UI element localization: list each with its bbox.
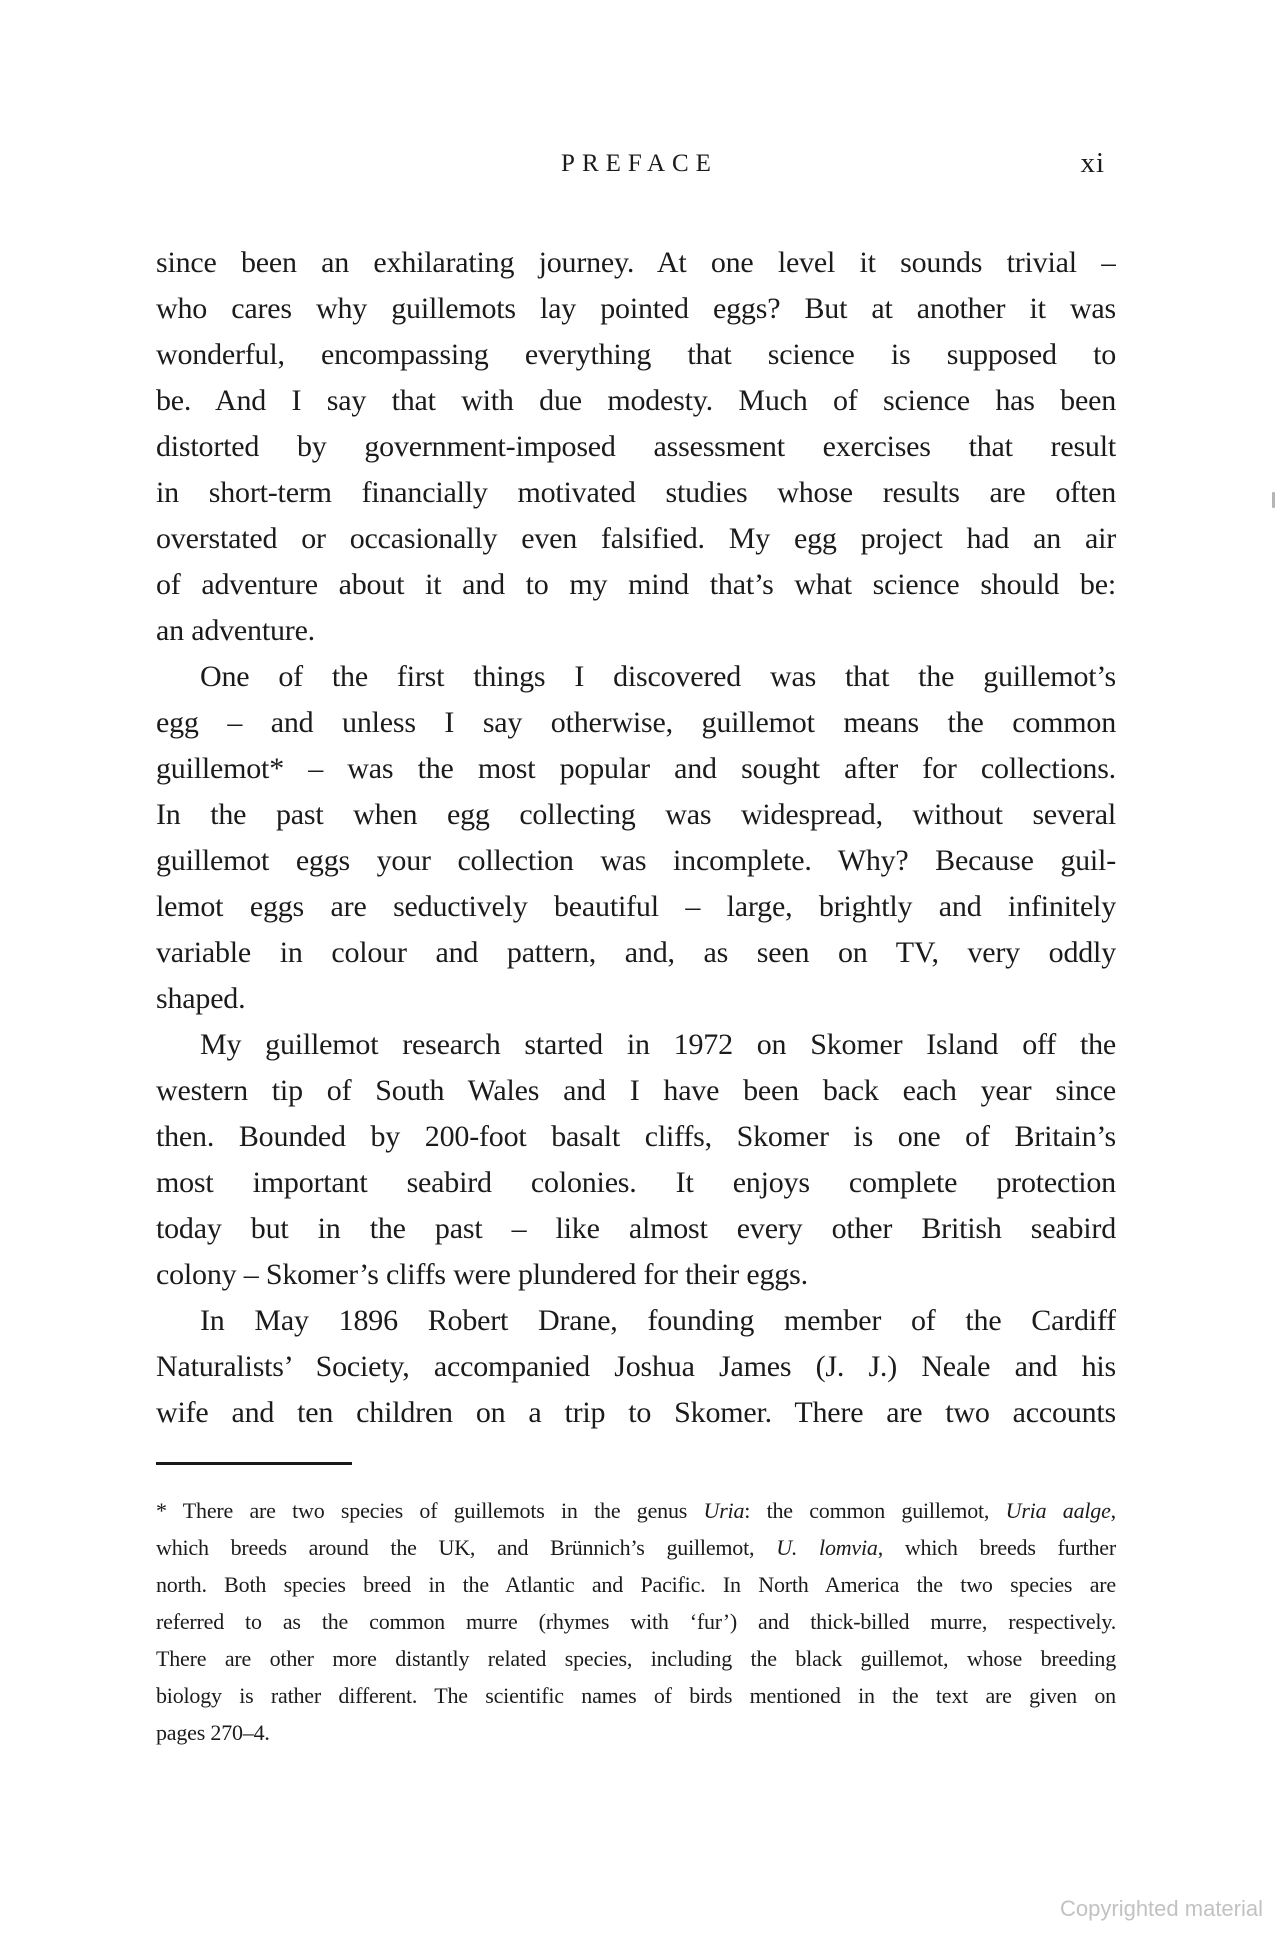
- text-line: distorted by government-imposed assessment exercises that result: [156, 430, 1116, 463]
- body-text: [156, 240, 1116, 1436]
- footnote-line: * There are two species of guillemots in the genus Uria: the common guillemot, Uria aalge,: [156, 1498, 1116, 1523]
- text-line: overstated or occasionally even falsified. My egg project had an air: [156, 522, 1116, 555]
- footnote: [156, 1492, 1116, 1751]
- text-line: an adventure.: [156, 614, 315, 647]
- page-title: PREFACE: [561, 150, 718, 177]
- text-line: guillemot* – was the most popular and sought after for collections.: [156, 752, 1116, 785]
- running-head: [156, 147, 1116, 180]
- text-line: be. And I say that with due modesty. Much of science has been: [156, 384, 1116, 417]
- footnote-line: referred to as the common murre (rhymes with ‘fur’) and thick-billed murre, respectively.: [156, 1609, 1116, 1634]
- paragraph: [156, 1022, 1116, 1298]
- text-line: of adventure about it and to my mind that’s what science should be:: [156, 568, 1116, 601]
- text-line: western tip of South Wales and I have been back each year since: [156, 1074, 1116, 1107]
- scan-edge-artifact: [1272, 492, 1275, 508]
- footnote-line: which breeds around the UK, and Brünnich’s guillemot, U. lomvia, which breeds further: [156, 1535, 1116, 1560]
- text-line: wonderful, encompassing everything that science is supposed to: [156, 338, 1116, 371]
- text-line: Naturalists’ Society, accompanied Joshua James (J. J.) Neale and his: [156, 1350, 1116, 1383]
- paragraph: [156, 654, 1116, 1022]
- footnote-line: There are other more distantly related species, including the black guillemot, whose breeding: [156, 1646, 1116, 1671]
- text-line: since been an exhilarating journey. At one level it sounds trivial –: [156, 246, 1116, 279]
- text-line: egg – and unless I say otherwise, guillemot means the common: [156, 706, 1116, 739]
- text-line: wife and ten children on a trip to Skomer. There are two accounts: [156, 1396, 1116, 1429]
- footnote-rule: [156, 1462, 352, 1465]
- text-line: shaped.: [156, 982, 246, 1015]
- text-line: guillemot eggs your collection was incomplete. Why? Because guil-: [156, 844, 1116, 877]
- text-line: in short-term financially motivated studies whose results are often: [156, 476, 1116, 509]
- text-line: most important seabird colonies. It enjoys complete protection: [156, 1166, 1116, 1199]
- page-number: xi: [1080, 147, 1105, 179]
- paragraph: [156, 240, 1116, 654]
- text-column: [156, 147, 1116, 1751]
- text-line: variable in colour and pattern, and, as seen on TV, very oddly: [156, 936, 1116, 969]
- paragraph: [156, 1298, 1116, 1436]
- text-line: today but in the past – like almost every other British seabird: [156, 1212, 1116, 1245]
- text-line: My guillemot research started in 1972 on Skomer Island off the: [200, 1028, 1116, 1061]
- footnote-line: north. Both species breed in the Atlantic and Pacific. In North America the two species are: [156, 1572, 1116, 1597]
- footnote-line: biology is rather different. The scientific names of birds mentioned in the text are given on: [156, 1683, 1116, 1708]
- copyright-watermark: Copyrighted material: [1060, 1896, 1263, 1921]
- text-line: who cares why guillemots lay pointed eggs? But at another it was: [156, 292, 1116, 325]
- text-line: then. Bounded by 200-foot basalt cliffs, Skomer is one of Britain’s: [156, 1120, 1116, 1153]
- text-line: lemot eggs are seductively beautiful – large, brightly and infinitely: [156, 890, 1116, 923]
- text-line: In the past when egg collecting was widespread, without several: [156, 798, 1116, 831]
- footnote-line: pages 270–4.: [156, 1720, 270, 1745]
- text-line: In May 1896 Robert Drane, founding member of the Cardiff: [200, 1304, 1116, 1337]
- text-line: colony – Skomer’s cliffs were plundered for their eggs.: [156, 1258, 808, 1291]
- text-line: One of the first things I discovered was that the guillemot’s: [200, 660, 1116, 693]
